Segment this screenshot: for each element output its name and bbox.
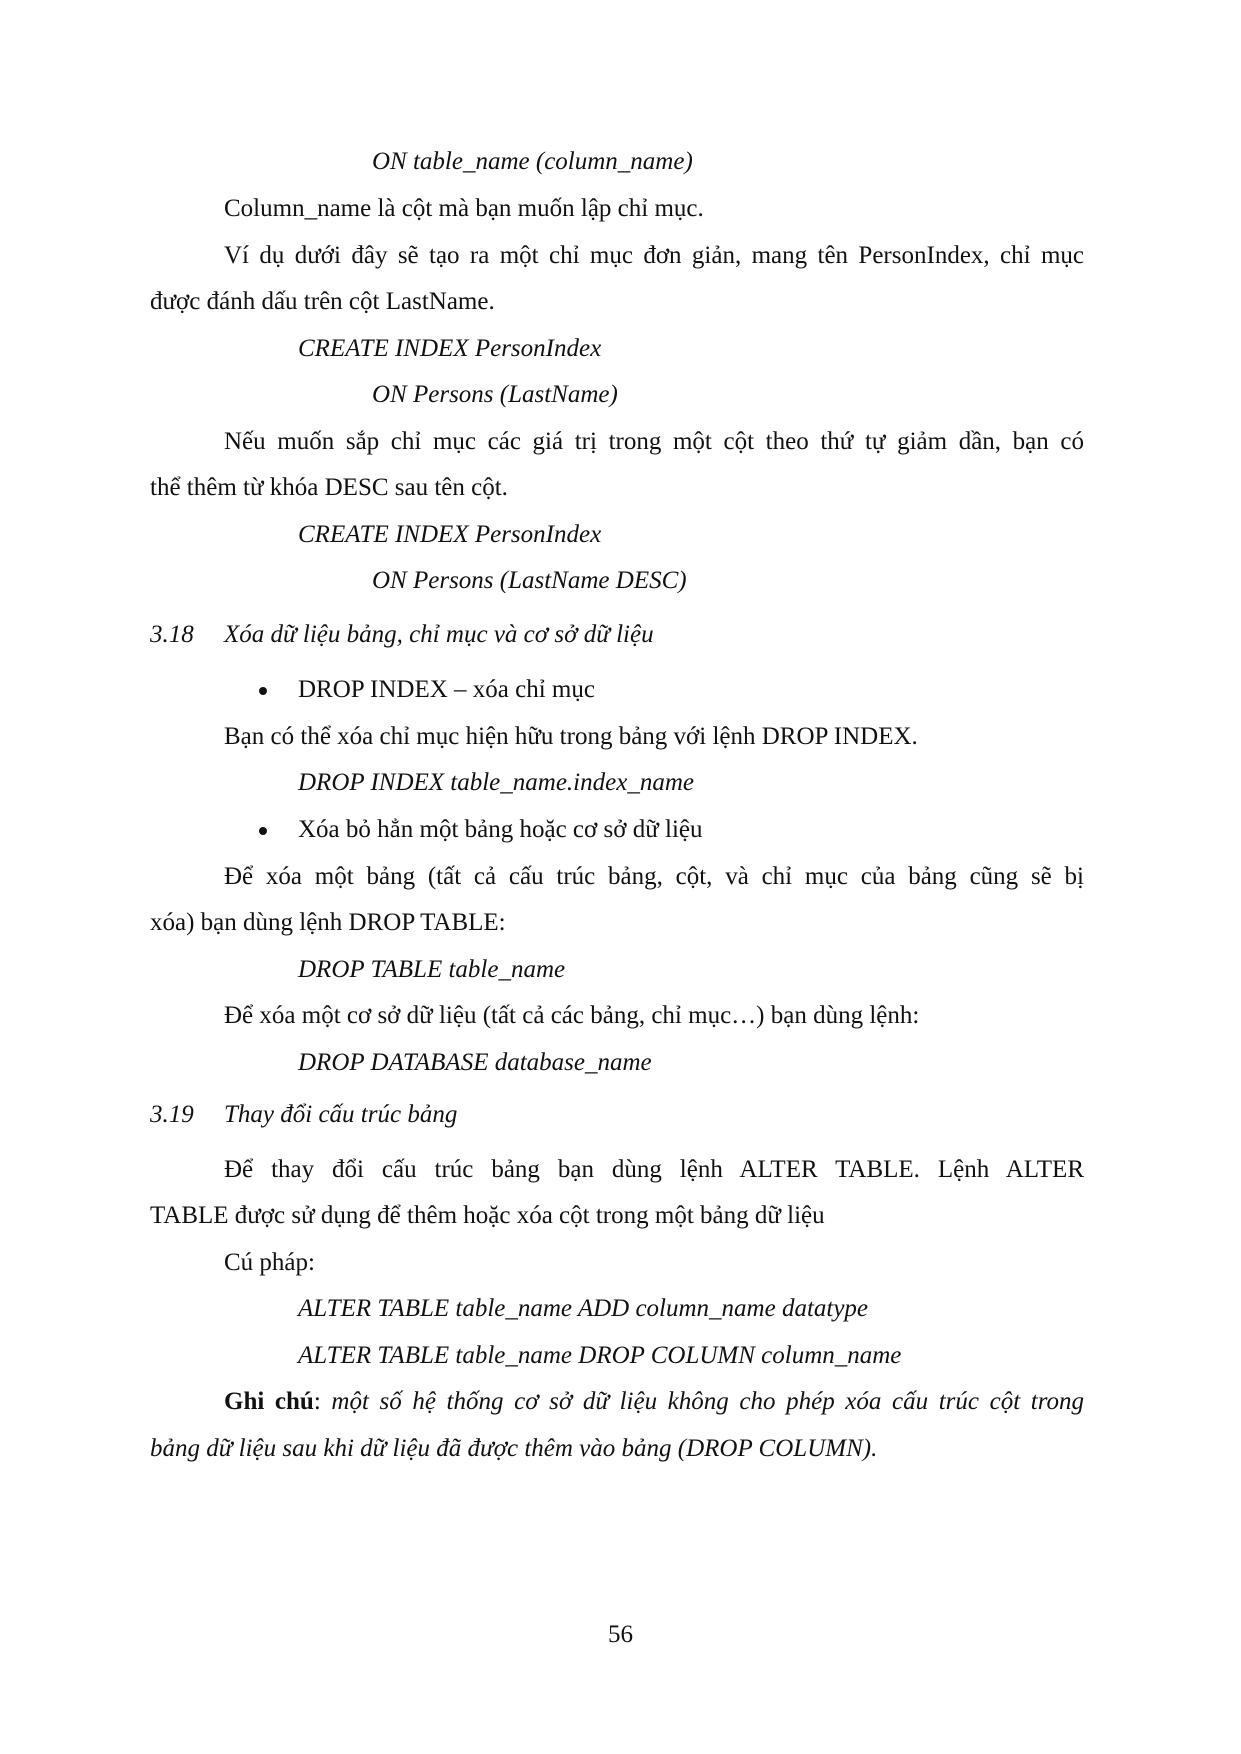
bullet-item: DROP INDEX – xóa chỉ mục — [298, 676, 595, 703]
code-line: ALTER TABLE table_name DROP COLUMN column_name — [298, 1342, 902, 1369]
code-line: ON Persons (LastName DESC) — [372, 567, 687, 594]
bullet-item: Xóa bỏ hẳn một bảng hoặc cơ sở dữ liệu — [298, 816, 703, 843]
note-text: một số hệ thống cơ sở dữ liệu không cho phép xóa cấu trúc cột trong — [331, 1388, 1085, 1415]
note-line — [224, 1385, 1084, 1419]
paragraph-line: Cú pháp: — [224, 1249, 315, 1276]
paragraph-line: Nếu muốn sắp chỉ mục các giá trị trong một cột theo thứ tự giảm dần, bạn có — [224, 428, 1084, 455]
code-line: CREATE INDEX PersonIndex — [298, 521, 602, 548]
page-number: 56 — [608, 1621, 633, 1648]
paragraph-line: Để thay đổi cấu trúc bảng bạn dùng lệnh ALTER TABLE. Lệnh ALTER — [224, 1156, 1084, 1183]
paragraph-line: xóa) bạn dùng lệnh DROP TABLE: — [150, 909, 506, 936]
code-line: CREATE INDEX PersonIndex — [298, 335, 602, 362]
code-line: DROP INDEX table_name.index_name — [298, 769, 694, 796]
code-line: ON Persons (LastName) — [372, 381, 618, 408]
code-line: DROP DATABASE database_name — [298, 1049, 652, 1076]
bullet-icon — [259, 687, 267, 695]
paragraph-line: được đánh dấu trên cột LastName. — [150, 288, 495, 315]
section-title: Xóa dữ liệu bảng, chỉ mục và cơ sở dữ liệu — [224, 621, 654, 648]
note-colon: : — [313, 1388, 321, 1415]
paragraph-line: TABLE được sử dụng để thêm hoặc xóa cột trong một bảng dữ liệu — [150, 1202, 825, 1229]
paragraph-line: Ví dụ dưới đây sẽ tạo ra một chỉ mục đơn giản, mang tên PersonIndex, chỉ mục — [224, 242, 1084, 269]
paragraph-line: Để xóa một cơ sở dữ liệu (tất cả các bảng, chỉ mục…) bạn dùng lệnh: — [224, 1002, 920, 1029]
code-line: ALTER TABLE table_name ADD column_name datatype — [298, 1295, 869, 1322]
section-title: Thay đổi cấu trúc bảng — [224, 1101, 458, 1128]
note-line: bảng dữ liệu sau khi dữ liệu đã được thêm vào bảng (DROP COLUMN). — [150, 1435, 878, 1462]
paragraph-line: Bạn có thể xóa chỉ mục hiện hữu trong bảng với lệnh DROP INDEX. — [224, 723, 918, 750]
note-label: Ghi chú — [224, 1388, 314, 1415]
paragraph-line: Column_name là cột mà bạn muốn lập chỉ mục. — [224, 195, 704, 222]
section-number: 3.18 — [150, 621, 194, 648]
bullet-icon — [259, 827, 267, 835]
code-line: ON table_name (column_name) — [372, 148, 693, 175]
paragraph-line: Để xóa một bảng (tất cả cấu trúc bảng, cột, và chỉ mục của bảng cũng sẽ bị — [224, 863, 1084, 890]
section-number: 3.19 — [150, 1101, 194, 1128]
paragraph-line: thể thêm từ khóa DESC sau tên cột. — [150, 474, 508, 501]
code-line: DROP TABLE table_name — [298, 956, 566, 983]
